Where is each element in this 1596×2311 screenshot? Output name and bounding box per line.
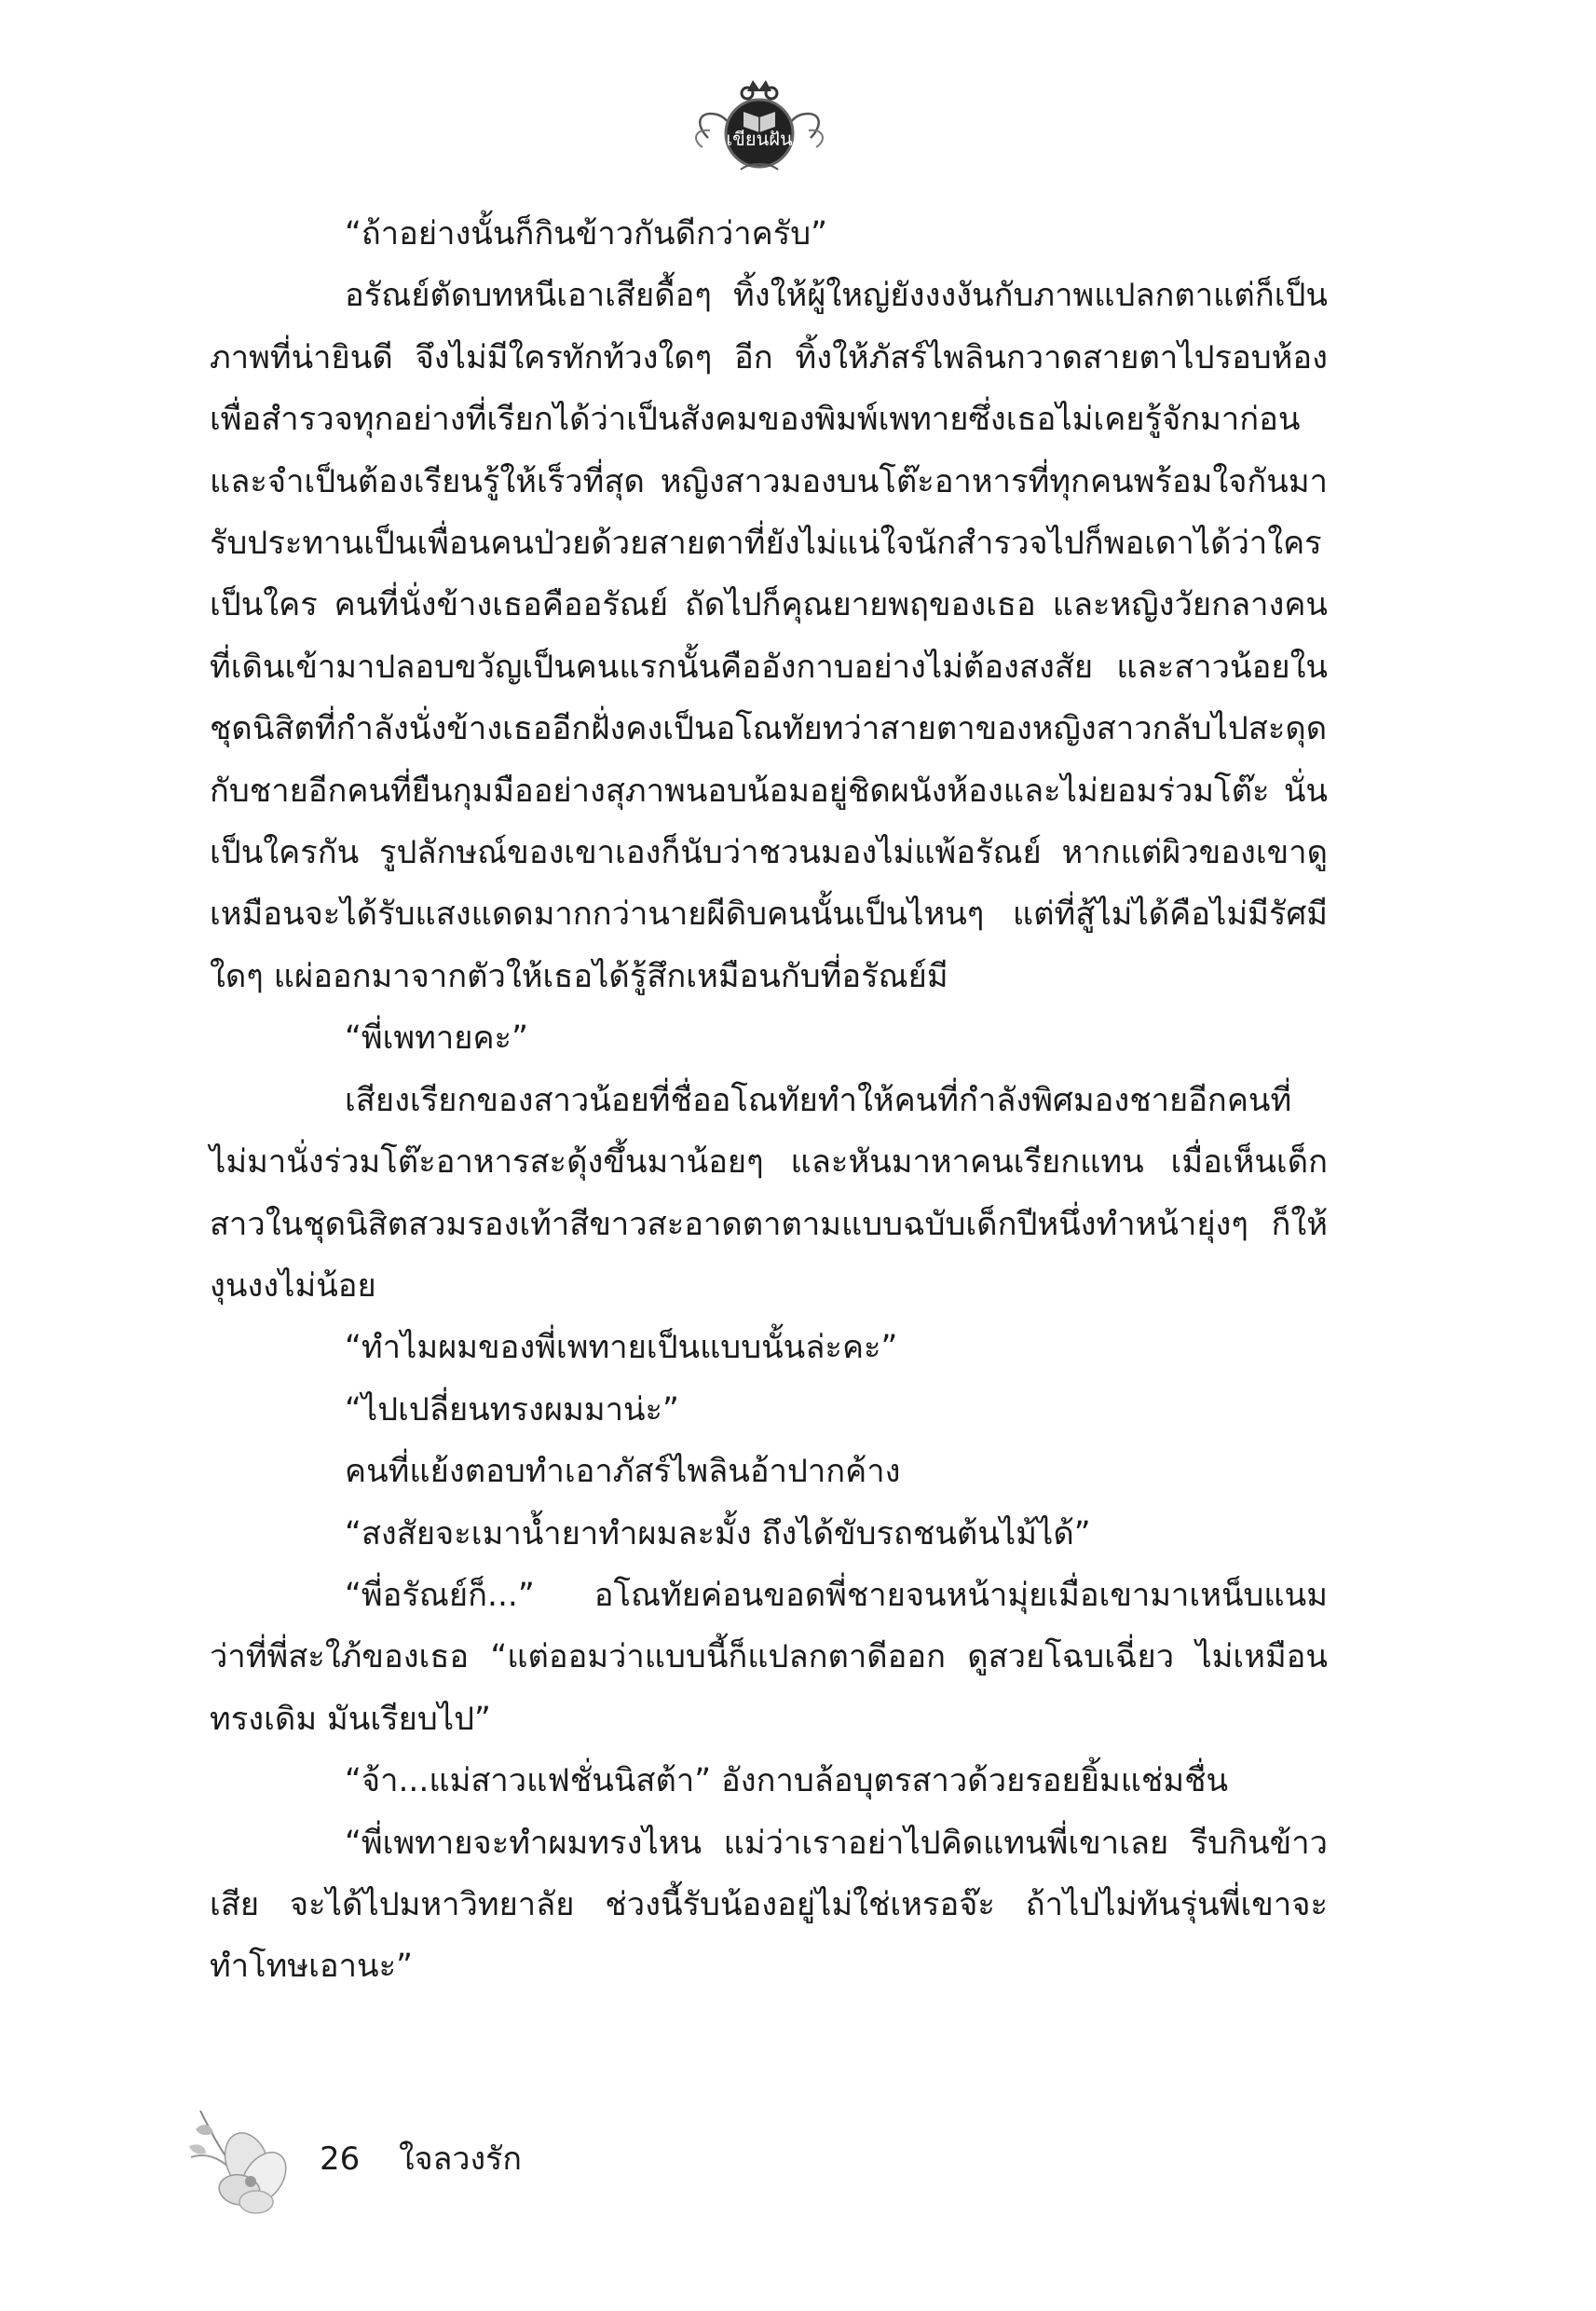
paragraph: อรัณย์ตัดบทหนีเอาเสียดื้อๆ ทิ้งให้ผู้ใหญ่ยังงงงันกับภาพแปลกตาแต่ก็เป็นภาพที่น่ายินดี จึงไม่มีใครทักท้วงใดๆ อีก ทิ้งให้ภัสร์ไพลินกวาดสายตาไปรอบห้องเพื่อสำรวจทุกอย่างที่เรียกได้ว่าเป็นสังคมของพิมพ์เพทายซึ่งเธอไม่เคยรู้จักมาก่อนและจำเป็นต้องเรียนรู้ให้เร็วที่สุด หญิงสาวมองบนโต๊ะอาหารที่ทุกคนพร้อมใจกันมารับประทานเป็นเพื่อนคนป่วยด้วยสายตาที่ยังไม่แน่ใจนักสำรวจไปก็พอเดาได้ว่าใครเป็นใคร คนที่นั่งข้างเธอคืออรัณย์ ถัดไปก็คุณยายพฤของเธอ และหญิงวัยกลางคนที่เดินเข้ามาปลอบขวัญเป็นคนแรกนั้นคืออังกาบอย่างไม่ต้องสงสัย และสาวน้อยในชุดนิสิตที่กำลังนั่งข้างเธออีกฝั่งคงเป็นอโณทัยทว่าสายตาของหญิงสาวกลับไปสะดุดกับชายอีกคนที่ยืนกุมมืออย่างสุภาพนอบน้อมอยู่ชิดผนังห้องและไม่ยอมร่วมโต๊ะ นั่นเป็นใครกัน รูปลักษณ์ของเขาเองก็นับว่าชวนมองไม่แพ้อรัณย์ หากแต่ผิวของเขาดูเหมือนจะได้รับแสงแดดมากกว่านายผีดิบคนนั้นเป็นไหนๆ แต่ที่สู้ไม่ได้คือไม่มีรัศมีใดๆ แผ่ออกมาจากตัวให้เธอได้รู้สึกเหมือนกับที่อรัณย์มี: [210, 277, 1328, 995]
paragraph: “พี่เพทายจะทำผมทรงไหน แม่ว่าเราอย่าไปคิดแทนพี่เขาเลย รีบกินข้าวเสีย จะได้ไปมหาวิทยาลัย ช่วงนี้รับน้องอยู่ไม่ใช่เหรอจ๊ะ ถ้าไปไม่ทันรุ่นพี่เขาจะทำโทษเอานะ”: [210, 1824, 1328, 1986]
paragraph: “ไปเปลี่ยนทรงผมมาน่ะ”: [345, 1390, 679, 1429]
logo-text: เขียนฝัน: [726, 128, 793, 150]
magnolia-flower-icon: [182, 2101, 293, 2222]
paragraph: คนที่แย้งตอบทำเอาภัสร์ไพลินอ้าปากค้าง: [345, 1453, 901, 1491]
book-title: ใจลวงรัก: [399, 2140, 522, 2178]
paragraph: “พี่อรัณย์ก็...” อโณทัยค่อนขอดพี่ชายจนหน้ามุ่ยเมื่อเขามาเหน็บแนมว่าที่พี่สะใภ้ของเธอ “แต่ออมว่าแบบนี้ก็แปลกตาดีออก ดูสวยโฉบเฉี่ยว ไม่เหมือนทรงเดิม มันเรียบไป”: [210, 1576, 1328, 1738]
paragraph: “จ้า...แม่สาวแฟชั่นนิสต้า” อังกาบล้อบุตรสาวด้วยรอยยิ้มแช่มชื่น: [345, 1762, 1229, 1800]
paragraph: “ทำไมผมของพี่เพทายเป็นแบบนั้นล่ะคะ”: [345, 1329, 898, 1367]
page-footer: [182, 2101, 648, 2222]
page-number: 26: [320, 2140, 361, 2178]
paragraph: “สงสัยจะเมาน้ำยาทำผมละมั้ง ถึงได้ขับรถชนต้นไม้ได้”: [345, 1514, 1091, 1552]
paragraph: “ถ้าอย่างนั้นก็กินข้าวกันดีกว่าครับ”: [345, 215, 828, 253]
publisher-logo: [689, 73, 829, 175]
paragraph: เสียงเรียกของสาวน้อยที่ชื่ออโณทัยทำให้คนที่กำลังพิศมองชายอีกคนที่ไม่มานั่งร่วมโต๊ะอาหารสะดุ้งขึ้นมาน้อยๆ และหันมาหาคนเรียกแทน เมื่อเห็นเด็กสาวในชุดนิสิตสวมรองเท้าสีขาวสะอาดตาตามแบบฉบับเด็กปีหนึ่งทำหน้ายุ่งๆ ก็ให้งุนงงไม่น้อย: [210, 1081, 1328, 1305]
page-body: [210, 203, 1328, 1998]
paragraph: “พี่เพทายคะ”: [345, 1019, 528, 1058]
